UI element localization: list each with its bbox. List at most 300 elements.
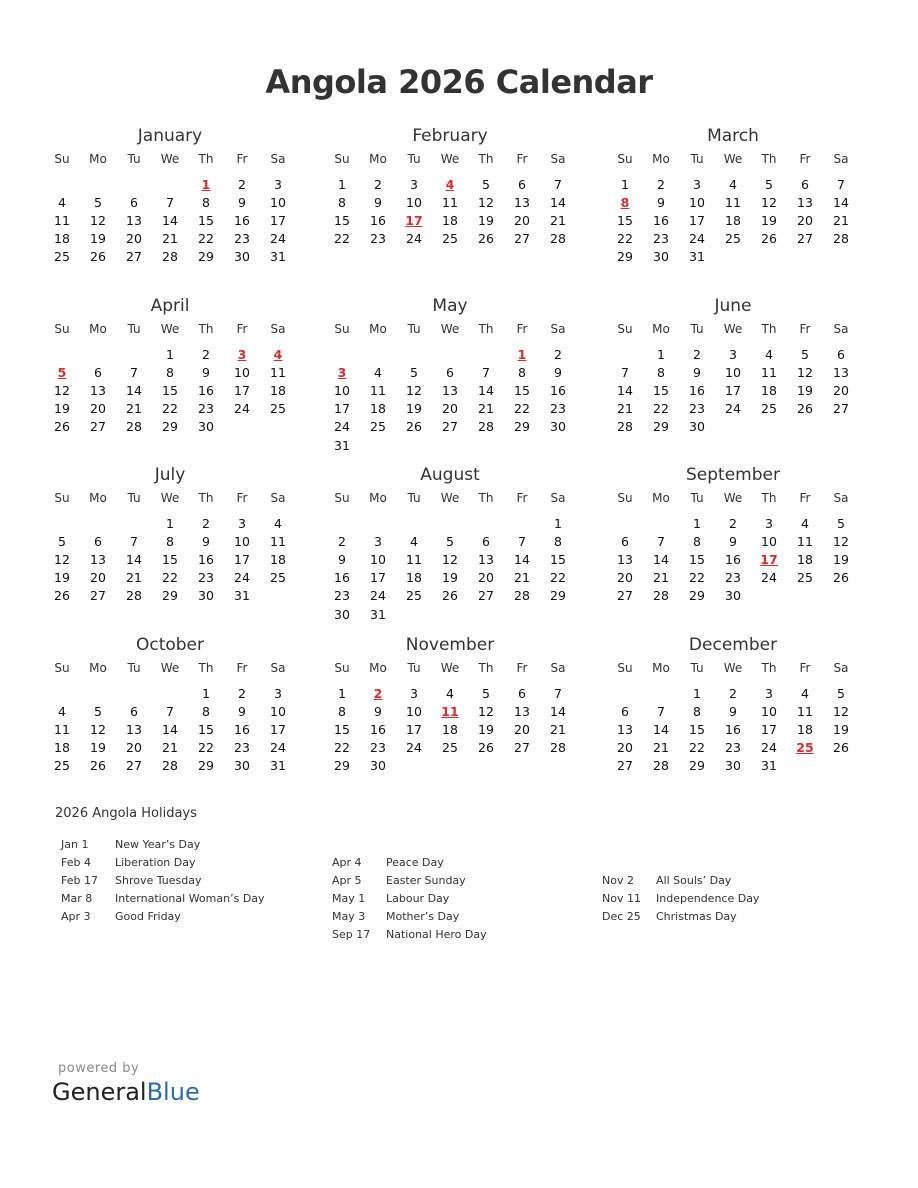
- day-cell: 14: [653, 721, 669, 737]
- week-row: [607, 248, 859, 266]
- day-cell: 16: [550, 382, 566, 398]
- day-cell: 27: [90, 588, 106, 604]
- day-cell: 19: [90, 231, 106, 247]
- day-cell: 21: [514, 570, 530, 586]
- day-cell: 16: [198, 551, 214, 567]
- day-cell: 31: [270, 758, 286, 774]
- day-cell: 14: [833, 194, 849, 210]
- week-row: [44, 684, 296, 702]
- day-cell: 3: [410, 176, 418, 192]
- day-cell: 18: [725, 212, 741, 228]
- holiday-entry: [61, 836, 265, 854]
- day-cell: 15: [162, 382, 178, 398]
- weekday-label: Su: [617, 491, 633, 505]
- day-cell: 1: [202, 685, 210, 701]
- week-row: [44, 702, 296, 720]
- day-cell: 20: [90, 401, 106, 417]
- holiday-entry: [332, 854, 487, 872]
- holiday-entry: [602, 908, 759, 926]
- day-cell: 8: [166, 364, 174, 380]
- weekday-label: Su: [54, 661, 70, 675]
- day-cell: 17: [725, 382, 741, 398]
- day-cell: 11: [797, 703, 813, 719]
- day-cell: 27: [478, 588, 494, 604]
- holiday-day-cell: 4: [445, 176, 455, 192]
- day-cell: 25: [442, 740, 458, 756]
- holiday-entry: [332, 907, 487, 925]
- day-cell: 2: [693, 346, 701, 362]
- day-cell: 8: [338, 194, 346, 210]
- day-cell: 12: [833, 703, 849, 719]
- day-cell: 1: [166, 515, 174, 531]
- day-cell: 18: [797, 721, 813, 737]
- weekday-header: [324, 657, 576, 679]
- weekday-label: Su: [54, 152, 70, 166]
- day-cell: 22: [514, 401, 530, 417]
- weekday-label: Mo: [652, 661, 670, 675]
- day-cell: 11: [54, 212, 70, 228]
- day-cell: 10: [270, 194, 286, 210]
- day-cell: 28: [653, 758, 669, 774]
- day-cell: 13: [478, 551, 494, 567]
- day-cell: 26: [478, 231, 494, 247]
- day-cell: 1: [693, 515, 701, 531]
- day-cell: 27: [797, 231, 813, 247]
- day-cell: 22: [689, 740, 705, 756]
- day-cell: 21: [162, 231, 178, 247]
- day-cell: 31: [234, 588, 250, 604]
- weekday-label: Mo: [369, 491, 387, 505]
- day-cell: 24: [370, 588, 386, 604]
- day-cell: 16: [725, 551, 741, 567]
- day-cell: 22: [689, 570, 705, 586]
- day-cell: 17: [370, 570, 386, 586]
- month-september: [607, 463, 859, 605]
- holiday-day-cell: 3: [237, 346, 247, 362]
- week-row: [324, 418, 576, 436]
- day-cell: 16: [653, 212, 669, 228]
- generalblue-logo[interactable]: [52, 1078, 200, 1106]
- day-cell: 22: [162, 570, 178, 586]
- day-cell: 25: [54, 249, 70, 265]
- day-cell: 7: [621, 364, 629, 380]
- day-cell: 27: [514, 231, 530, 247]
- day-cell: 30: [198, 419, 214, 435]
- week-row: [607, 345, 859, 363]
- month-name: October: [135, 635, 205, 655]
- holiday-column: [332, 854, 487, 943]
- day-cell: 10: [725, 364, 741, 380]
- day-cell: 24: [270, 231, 286, 247]
- week-row: [607, 211, 859, 229]
- day-cell: 10: [406, 703, 422, 719]
- day-cell: 26: [797, 401, 813, 417]
- day-cell: 14: [126, 551, 142, 567]
- holiday-name: Independence Day: [656, 892, 760, 906]
- day-cell: 24: [234, 570, 250, 586]
- day-cell: 29: [514, 419, 530, 435]
- day-cell: 30: [334, 606, 350, 622]
- day-cell: 17: [270, 212, 286, 228]
- day-cell: 7: [130, 364, 138, 380]
- day-cell: 9: [374, 703, 382, 719]
- day-cell: 30: [550, 419, 566, 435]
- holiday-entry: [61, 907, 265, 925]
- day-cell: 7: [166, 703, 174, 719]
- month-name: November: [405, 635, 495, 655]
- holiday-day-cell: 11: [441, 703, 459, 719]
- holiday-column: [602, 872, 759, 925]
- day-cell: 19: [54, 401, 70, 417]
- month-november: [324, 633, 576, 775]
- day-cell: 1: [621, 176, 629, 192]
- week-row: [324, 569, 576, 587]
- weekday-label: Fr: [516, 322, 528, 336]
- day-cell: 9: [374, 194, 382, 210]
- weekday-label: We: [160, 152, 180, 166]
- holiday-date: May 1: [332, 891, 366, 905]
- day-cell: 1: [554, 515, 562, 531]
- day-cell: 27: [126, 758, 142, 774]
- weekday-header: [44, 318, 296, 340]
- day-cell: 5: [94, 703, 102, 719]
- week-row: [324, 739, 576, 757]
- weekday-label: Th: [198, 661, 214, 675]
- day-cell: 9: [238, 703, 246, 719]
- day-cell: 15: [514, 382, 530, 398]
- day-cell: 6: [130, 194, 138, 210]
- day-cell: 26: [442, 588, 458, 604]
- day-cell: 16: [198, 382, 214, 398]
- day-cell: 24: [689, 231, 705, 247]
- week-row: [44, 587, 296, 605]
- week-row: [324, 514, 576, 532]
- day-cell: 19: [478, 212, 494, 228]
- day-cell: 24: [406, 231, 422, 247]
- day-cell: 27: [90, 419, 106, 435]
- week-row: [44, 532, 296, 550]
- weekday-label: We: [160, 322, 180, 336]
- week-row: [44, 720, 296, 738]
- day-cell: 26: [54, 419, 70, 435]
- weekday-label: Fr: [516, 661, 528, 675]
- day-cell: 1: [166, 346, 174, 362]
- day-cell: 18: [370, 401, 386, 417]
- weekday-label: Sa: [270, 661, 286, 675]
- weekday-label: Th: [478, 491, 494, 505]
- day-cell: 21: [550, 212, 566, 228]
- day-cell: 13: [514, 703, 530, 719]
- weekday-label: Mo: [89, 661, 107, 675]
- day-cell: 10: [370, 551, 386, 567]
- day-cell: 7: [166, 194, 174, 210]
- week-row: [44, 193, 296, 211]
- day-cell: 24: [334, 419, 350, 435]
- weekday-label: Tu: [690, 322, 704, 336]
- weekday-label: Sa: [550, 661, 566, 675]
- weekday-label: Sa: [833, 491, 849, 505]
- day-cell: 27: [514, 740, 530, 756]
- weekday-label: Su: [334, 661, 350, 675]
- day-cell: 18: [270, 382, 286, 398]
- day-cell: 9: [554, 364, 562, 380]
- day-cell: 6: [130, 703, 138, 719]
- month-name: January: [137, 126, 203, 146]
- day-cell: 27: [617, 588, 633, 604]
- day-cell: 27: [833, 401, 849, 417]
- powered-by-label: powered by: [58, 1061, 140, 1076]
- day-cell: 17: [234, 551, 250, 567]
- week-row: [44, 550, 296, 568]
- week-row: [44, 363, 296, 381]
- day-cell: 29: [653, 419, 669, 435]
- brand-general: General: [52, 1078, 147, 1106]
- day-cell: 26: [90, 249, 106, 265]
- day-cell: 2: [729, 685, 737, 701]
- weekday-label: Th: [198, 152, 214, 166]
- month-june: [607, 294, 859, 436]
- day-cell: 13: [617, 551, 633, 567]
- day-cell: 12: [797, 364, 813, 380]
- day-cell: 11: [270, 364, 286, 380]
- holiday-date: Feb 4: [61, 856, 91, 870]
- holiday-date: Apr 3: [61, 909, 91, 923]
- week-row: [324, 436, 576, 454]
- day-cell: 28: [617, 419, 633, 435]
- day-cell: 4: [729, 176, 737, 192]
- day-cell: 13: [617, 721, 633, 737]
- week-row: [607, 702, 859, 720]
- weekday-label: Fr: [236, 491, 248, 505]
- week-row: [607, 193, 859, 211]
- holiday-date: Apr 4: [332, 856, 362, 870]
- holiday-entry: [332, 872, 487, 890]
- day-cell: 17: [406, 721, 422, 737]
- weekday-label: Sa: [270, 322, 286, 336]
- day-cell: 8: [166, 533, 174, 549]
- day-cell: 12: [478, 194, 494, 210]
- day-cell: 7: [518, 533, 526, 549]
- week-row: [44, 175, 296, 193]
- day-cell: 28: [478, 419, 494, 435]
- day-cell: 12: [90, 212, 106, 228]
- day-cell: 20: [478, 570, 494, 586]
- day-cell: 23: [334, 588, 350, 604]
- weekday-label: Th: [478, 152, 494, 166]
- weekday-label: Sa: [833, 322, 849, 336]
- week-row: [44, 569, 296, 587]
- day-cell: 15: [550, 551, 566, 567]
- weekday-label: We: [723, 661, 743, 675]
- day-cell: 6: [837, 346, 845, 362]
- holiday-day-cell: 8: [620, 194, 630, 210]
- day-cell: 19: [54, 570, 70, 586]
- weekday-label: Tu: [127, 491, 141, 505]
- day-cell: 21: [478, 401, 494, 417]
- month-april: [44, 294, 296, 436]
- day-cell: 11: [797, 533, 813, 549]
- day-cell: 13: [797, 194, 813, 210]
- day-cell: 29: [689, 758, 705, 774]
- holiday-day-cell: 1: [517, 346, 527, 362]
- day-cell: 3: [410, 685, 418, 701]
- weekday-label: Su: [54, 322, 70, 336]
- week-row: [607, 739, 859, 757]
- day-cell: 20: [514, 721, 530, 737]
- day-cell: 17: [689, 212, 705, 228]
- weekday-label: Mo: [369, 322, 387, 336]
- day-cell: 15: [689, 721, 705, 737]
- day-cell: 10: [761, 703, 777, 719]
- week-row: [324, 720, 576, 738]
- weekday-label: Fr: [799, 661, 811, 675]
- day-cell: 26: [406, 419, 422, 435]
- holiday-name: Mother’s Day: [386, 909, 460, 923]
- day-cell: 5: [482, 176, 490, 192]
- day-cell: 11: [725, 194, 741, 210]
- weekday-label: Sa: [270, 491, 286, 505]
- day-cell: 14: [162, 212, 178, 228]
- weekday-label: Mo: [652, 322, 670, 336]
- day-cell: 31: [370, 606, 386, 622]
- day-cell: 6: [621, 533, 629, 549]
- month-name: September: [686, 465, 780, 485]
- holiday-entry: [332, 890, 487, 908]
- holiday-entry: [602, 872, 759, 890]
- day-cell: 22: [617, 231, 633, 247]
- weekday-header: [607, 657, 859, 679]
- day-cell: 16: [370, 721, 386, 737]
- day-cell: 10: [761, 533, 777, 549]
- day-cell: 1: [693, 685, 701, 701]
- day-cell: 24: [761, 570, 777, 586]
- weekday-header: [607, 487, 859, 509]
- day-cell: 15: [198, 212, 214, 228]
- day-cell: 2: [729, 515, 737, 531]
- weekday-label: Th: [761, 661, 777, 675]
- week-row: [44, 230, 296, 248]
- day-cell: 29: [689, 588, 705, 604]
- day-cell: 14: [478, 382, 494, 398]
- day-cell: 8: [202, 703, 210, 719]
- day-cell: 11: [406, 551, 422, 567]
- day-cell: 7: [837, 176, 845, 192]
- day-cell: 12: [54, 382, 70, 398]
- day-cell: 14: [617, 382, 633, 398]
- week-row: [607, 230, 859, 248]
- week-row: [44, 757, 296, 775]
- day-cell: 18: [54, 740, 70, 756]
- day-cell: 12: [406, 382, 422, 398]
- holiday-entry: [602, 890, 759, 908]
- day-cell: 7: [482, 364, 490, 380]
- month-october: [44, 633, 296, 775]
- day-cell: 7: [130, 533, 138, 549]
- holiday-column: [61, 836, 265, 925]
- day-cell: 18: [442, 721, 458, 737]
- month-name: August: [420, 465, 480, 485]
- holiday-date: Sep 17: [332, 927, 371, 941]
- holiday-day-cell: 1: [201, 176, 211, 192]
- week-row: [324, 605, 576, 623]
- day-cell: 14: [550, 703, 566, 719]
- day-cell: 24: [406, 740, 422, 756]
- weekday-label: Th: [761, 491, 777, 505]
- holiday-date: Apr 5: [332, 874, 362, 888]
- month-august: [324, 463, 576, 623]
- day-cell: 5: [837, 515, 845, 531]
- weekday-header: [607, 318, 859, 340]
- day-cell: 1: [657, 346, 665, 362]
- day-cell: 2: [338, 533, 346, 549]
- day-cell: 31: [761, 758, 777, 774]
- day-cell: 6: [482, 533, 490, 549]
- day-cell: 12: [761, 194, 777, 210]
- month-december: [607, 633, 859, 775]
- week-row: [607, 400, 859, 418]
- day-cell: 4: [801, 685, 809, 701]
- day-cell: 16: [234, 212, 250, 228]
- day-cell: 26: [761, 231, 777, 247]
- day-cell: 13: [514, 194, 530, 210]
- day-cell: 18: [761, 382, 777, 398]
- weekday-label: Th: [478, 661, 494, 675]
- day-cell: 3: [274, 685, 282, 701]
- day-cell: 20: [126, 740, 142, 756]
- week-row: [44, 211, 296, 229]
- day-cell: 2: [657, 176, 665, 192]
- week-row: [44, 418, 296, 436]
- day-cell: 23: [234, 231, 250, 247]
- day-cell: 27: [442, 419, 458, 435]
- weekday-label: Su: [617, 322, 633, 336]
- day-cell: 30: [234, 758, 250, 774]
- weekday-label: Su: [334, 152, 350, 166]
- day-cell: 23: [725, 570, 741, 586]
- day-cell: 9: [693, 364, 701, 380]
- day-cell: 4: [58, 703, 66, 719]
- weekday-label: We: [440, 491, 460, 505]
- day-cell: 3: [729, 346, 737, 362]
- day-cell: 20: [797, 212, 813, 228]
- day-cell: 24: [234, 401, 250, 417]
- holiday-day-cell: 4: [273, 346, 283, 362]
- month-name: June: [714, 296, 752, 316]
- day-cell: 3: [765, 685, 773, 701]
- day-cell: 17: [270, 721, 286, 737]
- day-cell: 20: [617, 740, 633, 756]
- day-cell: 5: [94, 194, 102, 210]
- day-cell: 23: [370, 740, 386, 756]
- holiday-name: Labour Day: [386, 891, 450, 905]
- week-row: [607, 381, 859, 399]
- day-cell: 14: [550, 194, 566, 210]
- day-cell: 5: [765, 176, 773, 192]
- day-cell: 11: [761, 364, 777, 380]
- day-cell: 20: [442, 401, 458, 417]
- week-row: [607, 175, 859, 193]
- day-cell: 25: [442, 231, 458, 247]
- weekday-label: Tu: [690, 152, 704, 166]
- weekday-label: Sa: [270, 152, 286, 166]
- day-cell: 17: [761, 721, 777, 737]
- weekday-label: Sa: [550, 322, 566, 336]
- day-cell: 8: [338, 703, 346, 719]
- weekday-label: We: [440, 322, 460, 336]
- day-cell: 28: [550, 740, 566, 756]
- day-cell: 13: [126, 212, 142, 228]
- day-cell: 7: [554, 176, 562, 192]
